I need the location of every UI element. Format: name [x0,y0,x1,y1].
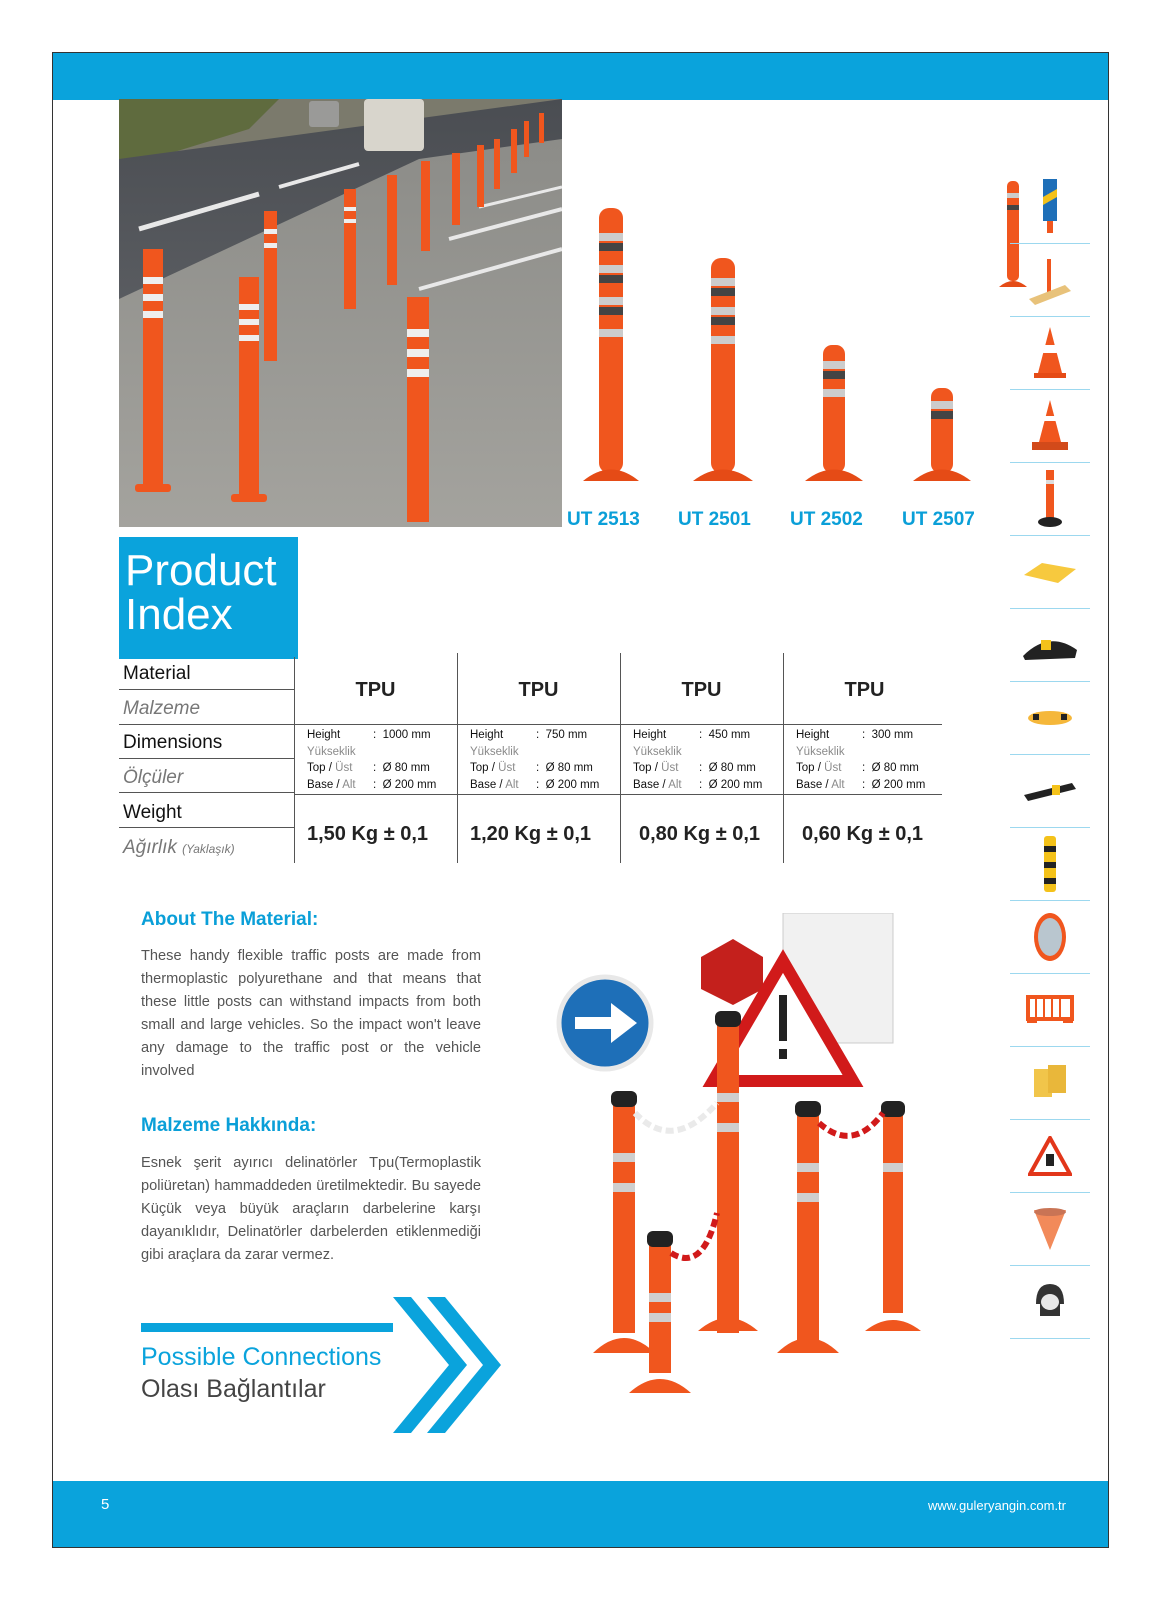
sidebar-item[interactable] [1010,1266,1090,1339]
connections-photo [553,913,973,1413]
material-value: TPU [681,679,722,701]
row-label-dimensions-tr: Ölçüler [123,767,184,788]
row-label-material-tr: Malzeme [123,698,201,719]
divider [119,689,294,690]
product-code: UT 2513 [567,509,640,530]
sidebar-item[interactable] [1010,609,1090,682]
dimensions-block: Height : 450 mm Yükseklik Top / Üst : Ø 80 mm Base / Alt : Ø 200 mm [633,729,763,791]
chevron-arrows-icon [393,1297,505,1433]
chevron-post-icon [1035,177,1065,237]
sidebar-item[interactable] [1010,536,1090,609]
convex-mirror-icon [1030,909,1070,965]
weight-value: 1,20 Kg ± 0,1 [470,823,592,845]
material-value: TPU [844,679,885,701]
parking-stop-icon [1022,779,1078,803]
product-code: UT 2502 [790,509,863,530]
bollard-icon [1038,834,1062,894]
weight-value: 0,60 Kg ± 0,1 [802,823,924,845]
product-images [563,203,993,493]
connections-title: Possible Connections [141,1343,382,1371]
connections-subtitle: Olası Bağlantılar [141,1375,326,1403]
divider [119,724,294,725]
cable-protector-icon [1025,708,1075,728]
about-title: About The Material: [141,909,319,930]
about-tr-title: Malzeme Hakkında: [141,1115,317,1136]
about-text: These handy flexible traffic posts are made from thermoplastic polyurethane and that means that these little posts can withstand impacts from both small and large vehicles. So the impact won't leave any damage to the traffic post or the vehicle involved [141,948,481,1079]
product-index-title: Product Index [119,537,298,659]
corner-mirror-icon [1030,1204,1070,1254]
dimensions-block: Height : 750 mm Yükseklik Top / Üst : Ø 80 mm Base / Alt : Ø 200 mm [470,729,600,791]
divider [294,724,942,725]
weight-value: 1,50 Kg ± 0,1 [307,823,429,845]
dimensions-block: Height : 300 mm Yükseklik Top / Üst : Ø 80 mm Base / Alt : Ø 200 mm [796,729,926,791]
divider [294,794,942,795]
sidebar-item[interactable] [1010,1193,1090,1266]
weighted-cone-icon [1028,398,1072,454]
gate-barrier-icon [1025,255,1075,305]
footer-bar [53,1481,1108,1547]
traffic-cone-icon [1030,325,1070,381]
sidebar-item[interactable] [1010,682,1090,755]
sidebar-item[interactable] [1010,390,1090,463]
brochure-page [52,52,1109,1548]
warning-sign-icon [1028,1136,1072,1176]
sidebar-item[interactable] [1010,1047,1090,1120]
sidebar-item[interactable] [1010,1120,1090,1193]
sidebar-item[interactable] [1010,317,1090,390]
connections-bar [141,1323,393,1332]
sidebar-item[interactable] [1010,171,1090,244]
rubber-speed-bump-icon [1021,628,1079,662]
delineator-icon [1032,468,1068,530]
row-label-dimensions: Dimensions [123,732,223,753]
divider [119,792,294,793]
weight-value: 0,80 Kg ± 0,1 [639,823,761,845]
sidebar-item[interactable] [1010,901,1090,974]
product-code: UT 2501 [678,509,751,530]
product-code: UT 2507 [902,509,975,530]
sidebar-item[interactable] [1010,463,1090,536]
divider [119,758,294,759]
speed-bump-icon [1022,557,1078,587]
row-label-weight: Weight [123,802,182,823]
crowd-barrier-icon [1025,993,1075,1027]
sidebar-item[interactable] [1010,244,1090,317]
sidebar-thumbnails [1010,171,1090,1339]
material-value: TPU [518,679,559,701]
material-value: TPU [355,679,396,701]
lamp-icon [1030,1280,1070,1324]
sidebar-item[interactable] [1010,828,1090,901]
top-bar [53,53,1108,100]
road-photo [119,99,562,527]
dimensions-block: Height : 1000 mm Yükseklik Top / Üst : Ø 80 mm Base / Alt : Ø 200 mm [307,729,437,791]
sidebar-item[interactable] [1010,974,1090,1047]
row-label-material: Material [123,663,191,684]
website-url[interactable]: www.guleryangin.com.tr [928,1498,1066,1513]
row-label-weight-tr: Ağırlık (Yaklaşık) [123,837,235,858]
about-tr-text: Esnek şerit ayırıcı delinatörler Tpu(Termoplastik poliüretan) hammaddeden üretilmektedir. Bu sayede Küçük veya büyük araçların darbelerine karşı dayanıklıdır, Delinatörler darbelerden etiklenmediği gibi araçlara da zarar vermez. [141,1155,481,1263]
page-number: 5 [101,1496,110,1513]
divider [119,827,294,828]
sidebar-item[interactable] [1010,755,1090,828]
tactile-paving-icon [1030,1063,1070,1103]
